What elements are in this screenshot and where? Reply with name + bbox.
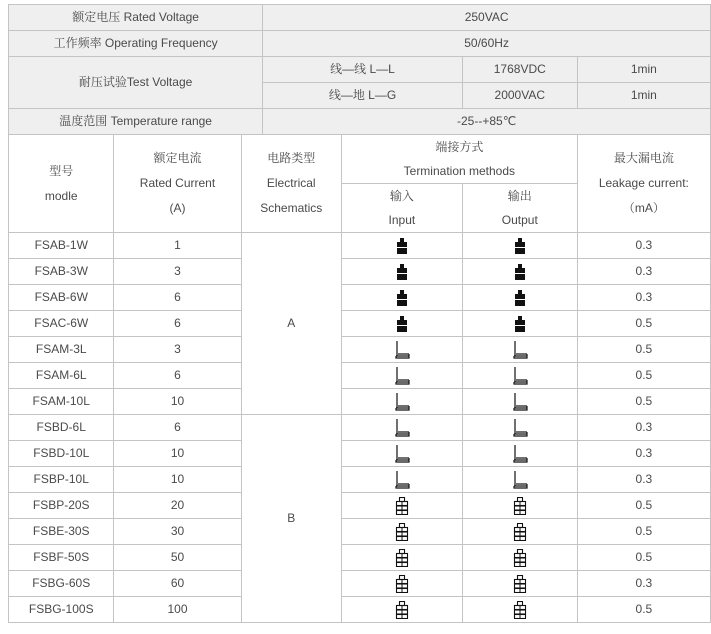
current-header-cn: 额定电流 (153, 151, 202, 165)
output-header-en: Output (501, 213, 538, 227)
wire-lead-icon (394, 471, 410, 489)
test-voltage-value-ll: 1768VDC (462, 57, 577, 83)
screw-terminal-icon (513, 549, 527, 567)
output-termination-cell (462, 259, 577, 285)
termination-header-cn: 端接方式 (435, 140, 484, 154)
input-termination-cell (341, 415, 462, 441)
leakage-cell: 0.5 (577, 493, 710, 519)
model-cell: FSAM-6L (9, 363, 114, 389)
table-row (9, 259, 711, 285)
frequency-label: 工作频率 Operating Frequency (9, 31, 263, 57)
input-termination-cell (341, 519, 462, 545)
model-cell: FSAB-6W (9, 285, 114, 311)
output-header (462, 184, 577, 233)
screw-terminal-icon (395, 575, 409, 593)
output-termination-cell (462, 311, 577, 337)
current-cell: 30 (114, 519, 241, 545)
temperature-label: 温度范围 Temperature range (9, 109, 263, 135)
input-termination-cell (341, 259, 462, 285)
input-header-en: Input (388, 213, 416, 227)
screw-terminal-icon (513, 575, 527, 593)
input-termination-cell (341, 493, 462, 519)
test-voltage-name-ll: 线—线 L—L (263, 57, 463, 83)
table-row (9, 571, 711, 597)
model-cell: FSAM-10L (9, 389, 114, 415)
screw-terminal-icon (513, 523, 527, 541)
leakage-header-en: Leakage current: (598, 176, 689, 190)
output-termination-cell (462, 493, 577, 519)
leakage-header-unit: （mA） (622, 201, 665, 215)
wire-lead-icon (512, 393, 528, 411)
model-cell: FSAB-1W (9, 233, 114, 259)
model-cell: FSBG-60S (9, 571, 114, 597)
faston-terminal-icon (396, 238, 408, 254)
output-termination-cell (462, 389, 577, 415)
input-termination-cell (341, 285, 462, 311)
model-cell: FSBD-6L (9, 415, 114, 441)
table-row (9, 363, 711, 389)
current-cell: 100 (114, 597, 241, 623)
current-cell: 6 (114, 285, 241, 311)
wire-lead-icon (512, 419, 528, 437)
leakage-cell: 0.5 (577, 363, 710, 389)
table-row (9, 337, 711, 363)
rated-voltage-label: 额定电压 Rated Voltage (9, 5, 263, 31)
circuit-header (241, 135, 341, 233)
current-cell: 3 (114, 337, 241, 363)
model-cell: FSAB-3W (9, 259, 114, 285)
input-header-cn: 输入 (389, 189, 414, 203)
table-row (9, 441, 711, 467)
wire-lead-icon (512, 471, 528, 489)
termination-header (341, 135, 577, 184)
model-cell: FSAM-3L (9, 337, 114, 363)
current-cell: 6 (114, 415, 241, 441)
leakage-cell: 0.3 (577, 415, 710, 441)
current-header (114, 135, 241, 233)
test-voltage-label: 耐压试验Test Voltage (9, 57, 263, 109)
frequency-row (9, 31, 711, 57)
screw-terminal-icon (395, 601, 409, 619)
model-header-cn: 型号 (49, 163, 74, 178)
leakage-header (577, 135, 710, 233)
current-cell: 6 (114, 311, 241, 337)
input-termination-cell (341, 389, 462, 415)
output-termination-cell (462, 337, 577, 363)
current-cell: 3 (114, 259, 241, 285)
table-row (9, 545, 711, 571)
screw-terminal-icon (395, 497, 409, 515)
model-cell: FSBG-100S (9, 597, 114, 623)
output-termination-cell (462, 571, 577, 597)
input-termination-cell (341, 545, 462, 571)
termination-header-en: Termination methods (403, 164, 516, 178)
test-voltage-value-lg: 2000VAC (462, 83, 577, 109)
input-termination-cell (341, 311, 462, 337)
input-termination-cell (341, 597, 462, 623)
wire-lead-icon (394, 367, 410, 385)
circuit-type-b-cell: B (241, 415, 341, 623)
spec-table-wrapper (8, 4, 711, 623)
input-termination-cell (341, 571, 462, 597)
temperature-value: -25--+85℃ (263, 109, 711, 135)
table-row (9, 311, 711, 337)
rated-voltage-value: 250VAC (263, 5, 711, 31)
screw-terminal-icon (395, 523, 409, 541)
wire-lead-icon (394, 341, 410, 359)
input-header (341, 184, 462, 233)
table-row (9, 285, 711, 311)
leakage-cell: 0.5 (577, 389, 710, 415)
leakage-cell: 0.3 (577, 571, 710, 597)
test-voltage-row-1 (9, 57, 711, 83)
model-header (9, 135, 114, 233)
test-voltage-name-lg: 线—地 L—G (263, 83, 463, 109)
circuit-type-a-cell: A (241, 233, 341, 415)
leakage-cell: 0.3 (577, 467, 710, 493)
faston-terminal-icon (514, 316, 526, 332)
output-termination-cell (462, 467, 577, 493)
faston-terminal-icon (396, 290, 408, 306)
output-termination-cell (462, 415, 577, 441)
wire-lead-icon (512, 445, 528, 463)
table-row (9, 493, 711, 519)
rated-voltage-row (9, 5, 711, 31)
current-header-en: Rated Current (139, 176, 216, 190)
leakage-cell: 0.3 (577, 233, 710, 259)
output-termination-cell (462, 233, 577, 259)
leakage-cell: 0.3 (577, 285, 710, 311)
spec-table (8, 4, 711, 623)
table-row (9, 415, 711, 441)
current-cell: 50 (114, 545, 241, 571)
leakage-cell: 0.5 (577, 545, 710, 571)
wire-lead-icon (394, 445, 410, 463)
output-termination-cell (462, 441, 577, 467)
current-cell: 1 (114, 233, 241, 259)
table-row (9, 389, 711, 415)
model-header-en: modle (44, 188, 78, 203)
model-cell: FSAC-6W (9, 311, 114, 337)
output-termination-cell (462, 285, 577, 311)
model-cell: FSBP-10L (9, 467, 114, 493)
model-cell: FSBD-10L (9, 441, 114, 467)
screw-terminal-icon (395, 549, 409, 567)
leakage-header-cn: 最大漏电流 (613, 151, 674, 165)
leakage-cell: 0.5 (577, 597, 710, 623)
test-voltage-time-ll: 1min (577, 57, 710, 83)
wire-lead-icon (512, 367, 528, 385)
wire-lead-icon (394, 393, 410, 411)
screw-terminal-icon (513, 601, 527, 619)
model-cell: FSBE-30S (9, 519, 114, 545)
table-row (9, 597, 711, 623)
frequency-value: 50/60Hz (263, 31, 711, 57)
test-voltage-time-lg: 1min (577, 83, 710, 109)
circuit-header-cn: 电路类型 (267, 151, 316, 165)
current-cell: 20 (114, 493, 241, 519)
table-row (9, 467, 711, 493)
leakage-cell: 0.3 (577, 441, 710, 467)
output-header-cn: 输出 (507, 189, 532, 203)
model-cell: FSBP-20S (9, 493, 114, 519)
input-termination-cell (341, 467, 462, 493)
header-row-1 (9, 135, 711, 184)
model-cell: FSBF-50S (9, 545, 114, 571)
table-row (9, 519, 711, 545)
leakage-cell: 0.5 (577, 519, 710, 545)
leakage-cell: 0.5 (577, 311, 710, 337)
current-header-unit: (A) (169, 201, 186, 215)
wire-lead-icon (394, 419, 410, 437)
current-cell: 60 (114, 571, 241, 597)
faston-terminal-icon (396, 264, 408, 280)
output-termination-cell (462, 597, 577, 623)
table-row (9, 233, 711, 259)
output-termination-cell (462, 519, 577, 545)
faston-terminal-icon (396, 316, 408, 332)
circuit-header-en1: Electrical (266, 176, 316, 190)
current-cell: 10 (114, 467, 241, 493)
current-cell: 10 (114, 389, 241, 415)
circuit-header-en2: Schematics (260, 201, 323, 215)
output-termination-cell (462, 363, 577, 389)
faston-terminal-icon (514, 238, 526, 254)
faston-terminal-icon (514, 264, 526, 280)
current-cell: 6 (114, 363, 241, 389)
input-termination-cell (341, 441, 462, 467)
faston-terminal-icon (514, 290, 526, 306)
output-termination-cell (462, 545, 577, 571)
input-termination-cell (341, 337, 462, 363)
wire-lead-icon (512, 341, 528, 359)
current-cell: 10 (114, 441, 241, 467)
leakage-cell: 0.5 (577, 337, 710, 363)
leakage-cell: 0.3 (577, 259, 710, 285)
input-termination-cell (341, 363, 462, 389)
screw-terminal-icon (513, 497, 527, 515)
input-termination-cell (341, 233, 462, 259)
temperature-row (9, 109, 711, 135)
